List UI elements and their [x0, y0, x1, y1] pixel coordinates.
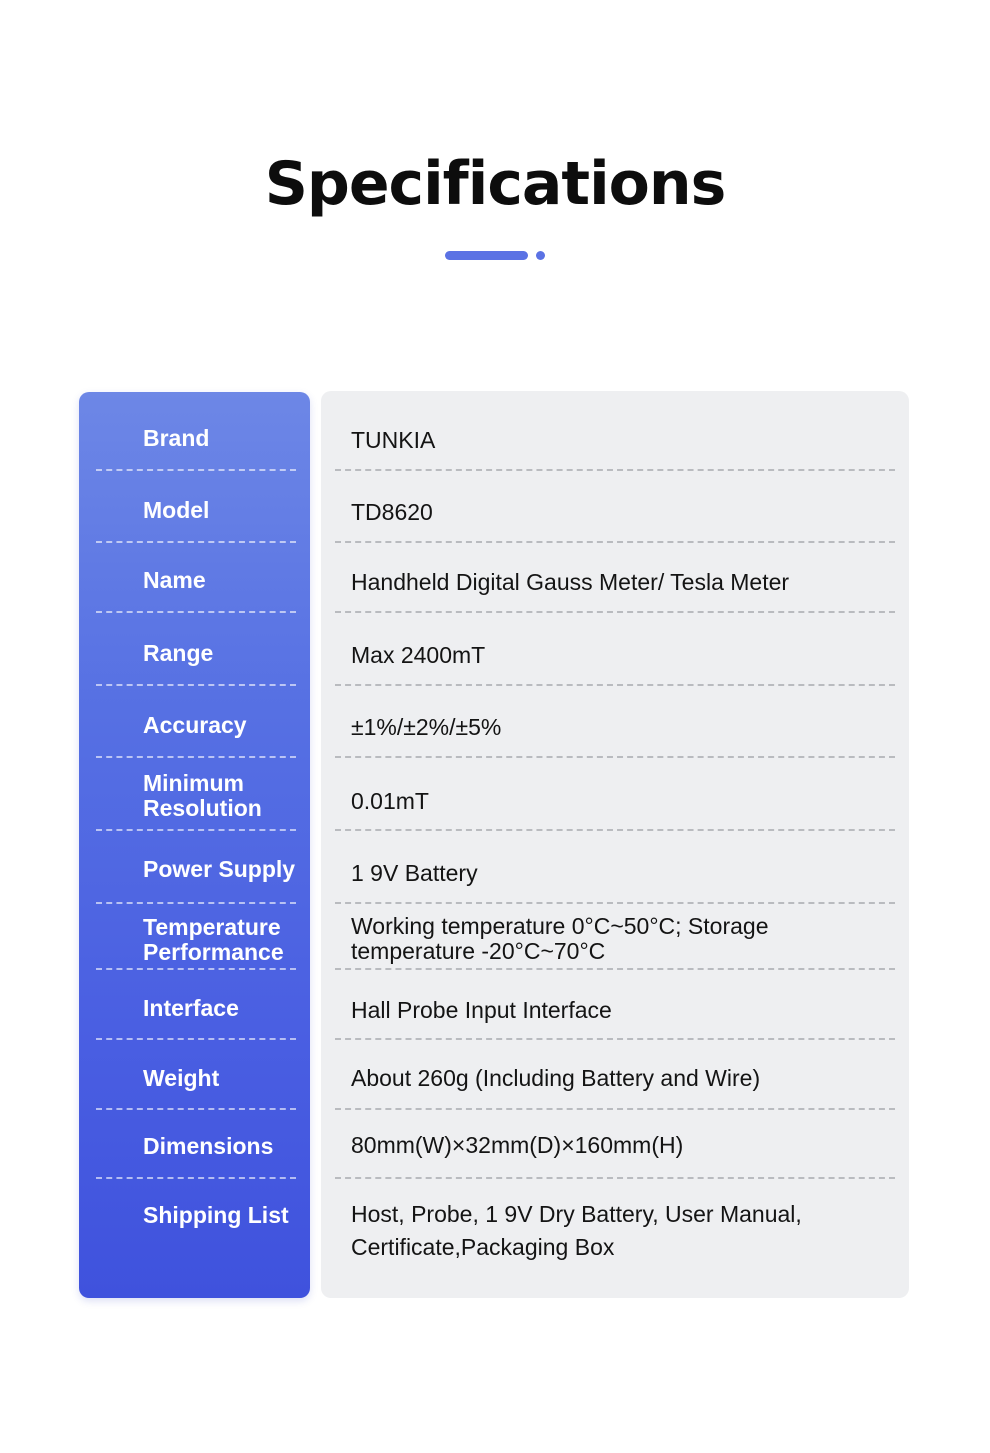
spec-label-weight: Weight	[143, 1064, 220, 1091]
spec-value-shipping-list: Host, Probe, 1 9V Dry Battery, User Manual, Certificate,Packaging Box	[351, 1201, 802, 1260]
spec-value-brand: TUNKIA	[351, 426, 436, 453]
spec-label-interface: Interface	[143, 994, 239, 1021]
spec-label-accuracy: Accuracy	[143, 711, 247, 738]
spec-label-dimensions: Dimensions	[143, 1132, 274, 1159]
spec-value-power-supply: 1 9V Battery	[351, 859, 478, 886]
spec-label-minimum-resolution: Minimum Resolution	[143, 770, 262, 821]
spec-value-minimum-resolution: 0.01mT	[351, 787, 429, 814]
spec-value-range: Max 2400mT	[351, 641, 486, 668]
value-divider	[335, 541, 895, 543]
label-divider	[96, 1108, 296, 1110]
value-divider	[335, 1038, 895, 1040]
spec-label-brand: Brand	[143, 424, 210, 451]
value-divider	[335, 829, 895, 831]
value-divider	[335, 902, 895, 904]
value-divider	[335, 684, 895, 686]
spec-label-model: Model	[143, 496, 210, 523]
spec-label-shipping-list: Shipping List	[143, 1201, 289, 1228]
spec-value-interface: Hall Probe Input Interface	[351, 996, 612, 1023]
spec-value-dimensions: 80mm(W)×32mm(D)×160mm(H)	[351, 1131, 684, 1158]
spec-value-name: Handheld Digital Gauss Meter/ Tesla Meter	[351, 568, 790, 595]
spec-label-name: Name	[143, 566, 206, 593]
label-divider	[96, 469, 296, 471]
label-divider	[96, 1038, 296, 1040]
label-divider	[96, 756, 296, 758]
page-title: Specifications	[264, 149, 726, 219]
spec-label-range: Range	[143, 639, 214, 666]
value-divider	[335, 1177, 895, 1179]
label-divider	[96, 1177, 296, 1179]
label-divider	[96, 968, 296, 970]
label-divider	[96, 611, 296, 613]
value-divider	[335, 469, 895, 471]
spec-label-panel	[79, 392, 310, 1298]
value-divider	[335, 756, 895, 758]
value-divider	[335, 611, 895, 613]
spec-value-temperature-performance: Working temperature 0°C~50°C; Storage temperature -20°C~70°C	[351, 913, 769, 964]
title-underline-accent	[445, 251, 546, 260]
label-divider	[96, 541, 296, 543]
accent-dot	[536, 251, 545, 260]
spec-label-power-supply: Power Supply	[143, 855, 296, 882]
spec-value-model: TD8620	[351, 498, 433, 525]
accent-bar	[445, 251, 528, 260]
label-divider	[96, 829, 296, 831]
spec-value-accuracy: ±1%/±2%/±5%	[351, 713, 502, 740]
spec-label-temperature-performance: Temperature Performance	[143, 914, 284, 965]
spec-value-panel	[321, 391, 909, 1298]
value-divider	[335, 968, 895, 970]
label-divider	[96, 684, 296, 686]
value-divider	[335, 1108, 895, 1110]
label-divider	[96, 902, 296, 904]
spec-value-weight: About 260g (Including Battery and Wire)	[351, 1064, 761, 1091]
